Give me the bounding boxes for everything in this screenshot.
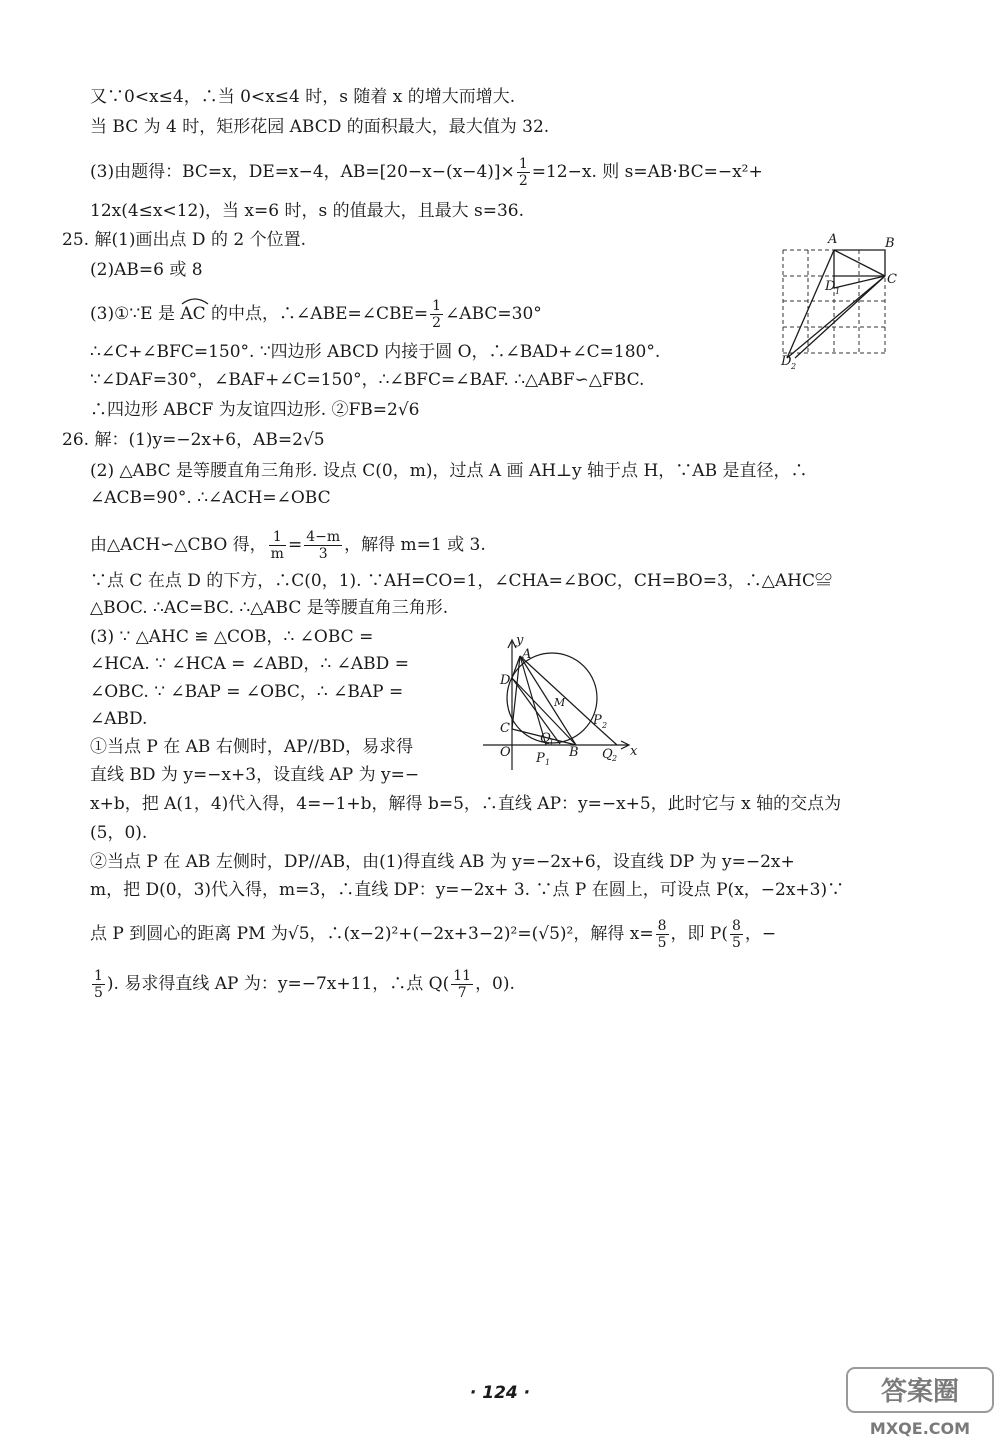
fraction-denominator: 2 <box>518 173 528 189</box>
text-line: △BOC. ∴AC=BC. ∴△ABC 是等腰直角三角形. <box>90 598 449 618</box>
problem-25-heading: 25. 解(1)画出点 D 的 2 个位置. <box>62 230 306 250</box>
fraction-numerator: 1 <box>518 156 528 172</box>
figure-25-grid-diagram <box>775 228 900 378</box>
arc-notation <box>180 303 205 325</box>
fraction-denominator: m <box>270 546 284 562</box>
site-watermark <box>845 1362 995 1440</box>
fraction-denominator: 5 <box>731 935 741 951</box>
text-line <box>90 298 542 331</box>
text-line: ∴∠C+∠BFC=150°. ∵四边形 ABCD 内接于圆 O，∴∠BAD+∠C=180°. <box>90 342 661 362</box>
text-segment: ∠ABC=30° <box>445 304 542 324</box>
text-line: 由△ACH∽△CBO 得， $\frac{1}{m}$ = $\frac{4-m}{3}$ ，解得 m=1 或 3. <box>90 529 486 562</box>
label-B: B <box>885 236 895 251</box>
label-P2-subscript: 2 <box>602 721 608 730</box>
text-line: ∠ACB=90°. ∴∠ACH=∠OBC <box>90 488 331 508</box>
text-line: x+b，把 A(1，4)代入得，4=−1+b，解得 b=5，∴直线 AP：y=−x+5，此时它与 x 轴的交点为 <box>90 794 842 814</box>
label-x: x <box>630 744 638 759</box>
text-segment: (3)由题得：BC=x，DE=x−4，AB=[20−x−(x−4)]× <box>90 162 515 182</box>
text-line: (2)AB=6 或 8 <box>90 260 203 280</box>
watermark-text-top: 答案圈 <box>880 1377 960 1407</box>
text-line: ∠ABD. <box>90 709 148 729</box>
label-C: C <box>887 272 897 287</box>
fraction <box>517 156 530 189</box>
text-line: m，把 D(0，3)代入得，m=3，∴直线 DP：y=−2x+ 3. ∵点 P 在圆上，可设点 P(x，−2x+3)∵ <box>90 880 845 900</box>
fraction-denominator: 7 <box>457 985 467 1001</box>
label-Q2-subscript: 2 <box>612 754 618 763</box>
label-D1: D <box>825 279 836 294</box>
text-line: ∠HCA. ∵ ∠HCA = ∠ABD，∴ ∠ABD = <box>90 654 409 674</box>
text-segment: 由△ACH∽△CBO 得， <box>90 535 267 555</box>
fraction-denominator: 3 <box>318 546 328 562</box>
text-line: 当 BC 为 4 时，矩形花园 ABCD 的面积最大，最大值为 32. <box>90 117 550 137</box>
text-segment: (3)①∵E 是 <box>90 304 181 324</box>
label-Q2: Q <box>602 747 613 762</box>
fraction-numerator: 8 <box>731 918 741 934</box>
text-segment: ). 易求得直线 AP 为：y=−7x+11，∴点 Q( <box>106 974 450 994</box>
fraction-numerator: 1 <box>94 968 103 984</box>
fraction-denominator: 5 <box>94 985 103 1001</box>
label-D2-subscript: 2 <box>791 362 797 371</box>
text-line: (3) ∵ △AHC ≌ △COB，∴ ∠OBC = <box>90 627 374 647</box>
fraction <box>730 918 743 951</box>
text-line: 又∵0<x≤4，∴当 0<x≤4 时，s 随着 x 的增大而增大. <box>90 87 516 107</box>
text-segment: ，解得 m=1 或 3. <box>344 535 486 555</box>
text-segment: 点 P 到圆心的距离 PM 为√5，∴(x−2)²+(−2x+3−2)²=(√5)²，解得 x= <box>90 924 654 944</box>
fraction <box>656 918 669 951</box>
label-D: D <box>500 673 511 688</box>
fraction <box>92 968 105 1001</box>
arc-label: AC <box>180 304 206 324</box>
text-line: 直线 BD 为 y=−x+3，设直线 AP 为 y=− <box>90 765 420 785</box>
fraction-numerator: 11 <box>453 968 472 984</box>
page-number: · 124 · <box>469 1383 531 1403</box>
fraction-denominator: 2 <box>432 315 442 331</box>
label-Q1: Q <box>540 731 551 746</box>
text-segment: ，− <box>744 924 777 944</box>
text-segment: ，0). <box>475 974 515 994</box>
label-O: O <box>500 745 511 760</box>
text-line <box>90 156 763 189</box>
text-segment: =12−x. 则 s=AB·BC=−x²+ <box>531 162 763 182</box>
text-line <box>90 968 515 1001</box>
fraction <box>451 968 473 1001</box>
fraction-denominator: 5 <box>657 935 667 951</box>
label-C: C <box>500 721 510 736</box>
fraction <box>269 529 286 562</box>
text-line: 12x(4≤x<12)，当 x=6 时，s 的值最大，且最大 s=36. <box>90 201 524 221</box>
text-segment: ，即 P( <box>670 924 728 944</box>
text-line: ∵∠DAF=30°，∠BAF+∠C=150°，∴∠BFC=∠BAF. ∴△ABF∽△FBC. <box>90 370 645 390</box>
text-line: ②当点 P 在 AB 左侧时，DP//AB，由(1)得直线 AB 为 y=−2x+6，设直线 DP 为 y=−2x+ <box>90 852 795 872</box>
text-line: ∵点 C 在点 D 的下方，∴C(0，1). ∵AH=CO=1，∠CHA=∠BOC，CH=BO=3，∴△AHC≌ <box>90 571 832 591</box>
fraction-numerator: 1 <box>432 298 442 314</box>
text-line: ∴四边形 ABCF 为友谊四边形. ②FB=2√6 <box>90 400 420 420</box>
problem-26-heading: 26. 解：(1)y=−2x+6，AB=2√5 <box>62 430 325 450</box>
arc-icon <box>180 296 210 306</box>
label-A: A <box>828 232 838 247</box>
label-M: M <box>554 696 566 709</box>
watermark-text-bottom: MXQE.COM <box>869 1419 971 1438</box>
fraction-numerator: 8 <box>657 918 667 934</box>
fraction-numerator: 1 <box>269 529 286 546</box>
fraction <box>430 298 443 331</box>
label-P1-subscript: 1 <box>545 758 551 767</box>
label-D2: D <box>781 354 792 369</box>
fraction <box>304 529 342 562</box>
label-D1-subscript: 1 <box>835 287 841 296</box>
text-line <box>90 918 776 951</box>
text-segment: 的中点，∴∠ABE=∠CBE= <box>205 304 429 324</box>
text-line: (5，0). <box>90 823 148 843</box>
fraction-numerator: 4−m <box>306 529 341 545</box>
label-P2: P <box>593 713 602 728</box>
label-y: y <box>516 634 524 648</box>
label-P1: P <box>536 751 545 766</box>
label-B: B <box>569 745 579 760</box>
text-line: (2) △ABC 是等腰直角三角形. 设点 C(0，m)，过点 A 画 AH⊥y 轴于点 H，∵AB 是直径，∴ <box>90 461 808 481</box>
text-line: ∠OBC. ∵ ∠BAP = ∠OBC，∴ ∠BAP = <box>90 682 404 702</box>
figure-26-circle-diagram <box>478 634 643 776</box>
label-A: A <box>522 647 532 662</box>
text-line: ①当点 P 在 AB 右侧时，AP//BD，易求得 <box>90 737 414 757</box>
label-Q1-subscript: 1 <box>549 738 555 747</box>
